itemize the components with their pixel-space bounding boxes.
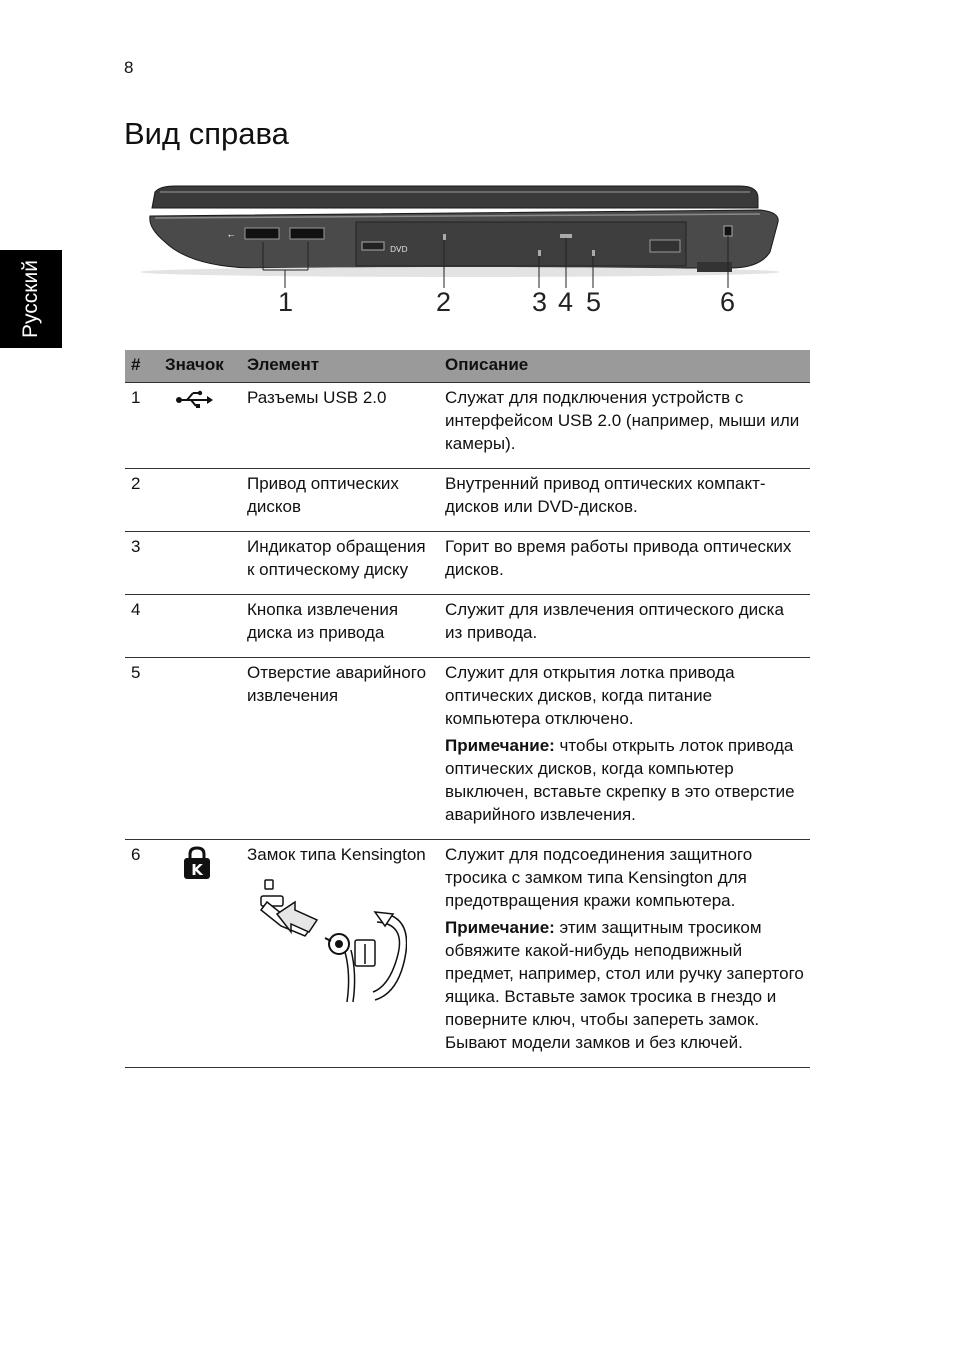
table-header-row: [125, 350, 810, 383]
row-num: 2: [125, 469, 159, 532]
row-icon-cell: [159, 532, 241, 595]
description-text: Служит для подсоединения защитного тросика с замком типа Kensington для предотвращения кражи компьютера.: [445, 845, 753, 910]
note-text: [445, 734, 804, 826]
table-row: [125, 595, 810, 658]
note-label: Примечание:: [445, 736, 555, 755]
description-text: Служат для подключения устройств с интерфейсом USB 2.0 (например, мыши или камеры).: [445, 388, 800, 453]
note-body: чтобы открыть лоток привода оптических дисков, когда компьютер выключен, вставьте скрепку в это отверстие аварийного извлечения.: [445, 736, 795, 824]
page-number: 8: [124, 58, 134, 77]
svg-text:⭠: ⭠: [228, 231, 235, 240]
description-text: Горит во время работы привода оптических дисков.: [445, 537, 792, 579]
callout-6: 6: [720, 287, 736, 317]
laptop-illustration: [130, 180, 790, 290]
svg-text:DVD: DVD: [390, 245, 408, 254]
side-tab-label: Русский: [19, 260, 43, 338]
callout-4: 4: [558, 287, 574, 317]
row-description: [439, 595, 810, 658]
row-element: Привод оптических дисков: [241, 469, 439, 532]
header-num: #: [125, 350, 159, 383]
row-description: [439, 469, 810, 532]
table-row: [125, 840, 810, 1068]
page-title: Вид справа: [124, 116, 289, 151]
row-description: [439, 532, 810, 595]
description-text: Внутренний привод оптических компакт-дисков или DVD-дисков.: [445, 474, 766, 516]
kensington-lock-illustration: [247, 874, 407, 1004]
language-side-tab: [0, 250, 62, 348]
row-element: Отверстие аварийного извлечения: [241, 658, 439, 840]
note-label: Примечание:: [445, 918, 555, 937]
row-num: 3: [125, 532, 159, 595]
row-element: Индикатор обращения к оптическому диску: [241, 532, 439, 595]
kensington-lock-icon: [183, 846, 211, 880]
row-element: [241, 840, 439, 1068]
header-description: Описание: [439, 350, 810, 383]
row-num: 1: [125, 383, 159, 469]
table-row: [125, 658, 810, 840]
description-text: Служит для открытия лотка привода оптических дисков, когда питание компьютера отключено.: [445, 663, 735, 728]
row-icon-cell: [159, 840, 241, 1068]
row-description: [439, 658, 810, 840]
header-icon: Значок: [159, 350, 241, 383]
callout-2: 2: [436, 287, 452, 317]
row-icon-cell: [159, 383, 241, 469]
note-text: [445, 916, 804, 1054]
row-icon-cell: [159, 469, 241, 532]
callout-3: 3: [532, 287, 548, 317]
row-description: [439, 840, 810, 1068]
svg-text:K: K: [191, 861, 203, 879]
laptop-right-side-figure: [130, 180, 790, 330]
description-text: Служит для извлечения оптического диска из привода.: [445, 600, 784, 642]
row-icon-cell: [159, 658, 241, 840]
ports-table: [125, 350, 810, 1068]
row-num: 4: [125, 595, 159, 658]
row-num: 6: [125, 840, 159, 1068]
callout-1: 1: [278, 287, 294, 317]
table-row: [125, 532, 810, 595]
row-element: Кнопка извлечения диска из привода: [241, 595, 439, 658]
row-description: [439, 383, 810, 469]
usb-icon: [175, 389, 215, 411]
row-icon-cell: [159, 595, 241, 658]
table-row: [125, 383, 810, 469]
row-num: 5: [125, 658, 159, 840]
callout-5: 5: [586, 287, 602, 317]
row-element: Разъемы USB 2.0: [241, 383, 439, 469]
table-row: [125, 469, 810, 532]
header-element: Элемент: [241, 350, 439, 383]
note-body: этим защитным тросиком обвяжите какой-нибудь неподвижный предмет, например, стол или ручку запертого ящика. Вставьте замок тросика в гнездо и поверните ключ, чтобы запереть замок. Бывают модели замков и без ключей.: [445, 918, 804, 1052]
element-text: Замок типа Kensington: [247, 845, 426, 864]
